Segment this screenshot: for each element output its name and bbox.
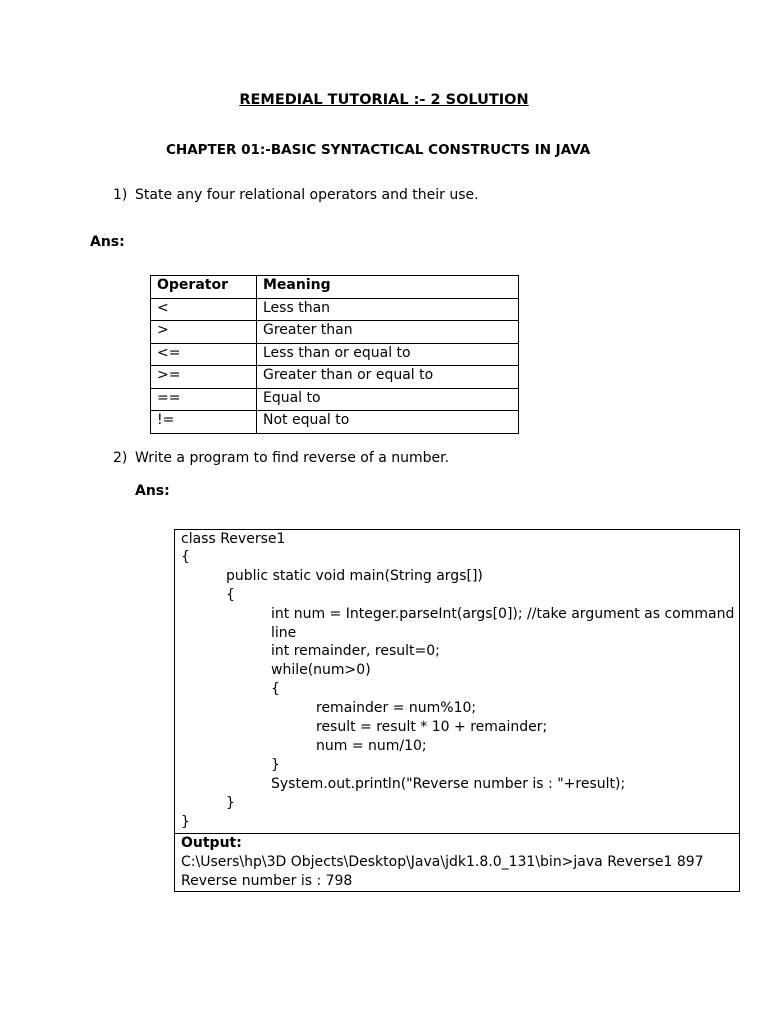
table-header-cell: Meaning: [257, 276, 519, 299]
code-block: [175, 530, 739, 833]
question-text: State any four relational operators and their use.: [135, 187, 479, 203]
code-line: }: [226, 795, 235, 811]
table-row: [151, 321, 519, 344]
code-line: {: [226, 587, 235, 603]
question-1: [113, 187, 479, 203]
answer-label-2: Ans:: [135, 483, 170, 499]
question-2: [113, 450, 449, 466]
table-cell: Equal to: [257, 388, 519, 411]
question-text: Write a program to find reverse of a number.: [135, 450, 450, 466]
table-cell: >=: [151, 366, 257, 389]
table-cell: >: [151, 321, 257, 344]
table-cell: Greater than: [257, 321, 519, 344]
code-line: public static void main(String args[]): [226, 568, 483, 584]
table-row: [151, 298, 519, 321]
table-cell: ==: [151, 388, 257, 411]
code-line: num = num/10;: [316, 738, 427, 754]
table-cell: Not equal to: [257, 411, 519, 434]
table-cell: Less than or equal to: [257, 343, 519, 366]
output-command: C:\Users\hp\3D Objects\Desktop\Java\jdk1.8.0_131\bin>java Reverse1 897: [181, 854, 704, 870]
question-number: 1): [113, 187, 128, 203]
code-line: System.out.println("Reverse number is : "+result);: [271, 776, 626, 792]
table-header-row: [151, 276, 519, 299]
output-result: Reverse number is : 798: [181, 873, 353, 889]
table-cell: <: [151, 298, 257, 321]
code-line: result = result * 10 + remainder;: [316, 719, 548, 735]
code-line: {: [271, 681, 280, 697]
code-line: }: [271, 757, 280, 773]
code-box: [174, 529, 740, 892]
code-line: int num = Integer.parseInt(args[0]); //take argument as command: [271, 606, 735, 622]
table-row: [151, 366, 519, 389]
table-cell: <=: [151, 343, 257, 366]
table-row: [151, 411, 519, 434]
table-cell: !=: [151, 411, 257, 434]
table-header-cell: Operator: [151, 276, 257, 299]
code-line: while(num>0): [271, 662, 371, 678]
table-row: [151, 388, 519, 411]
output-section: [175, 833, 739, 889]
answer-label-1: Ans:: [90, 234, 125, 250]
chapter-heading: CHAPTER 01:-BASIC SYNTACTICAL CONSTRUCTS IN JAVA: [166, 142, 591, 158]
code-line: }: [181, 814, 190, 830]
code-line: line: [271, 625, 297, 641]
code-line: int remainder, result=0;: [271, 643, 440, 659]
operators-table: [150, 275, 519, 434]
table-row: [151, 343, 519, 366]
code-line: remainder = num%10;: [316, 700, 477, 716]
document-title: REMEDIAL TUTORIAL :- 2 SOLUTION: [239, 92, 529, 108]
code-line: {: [181, 549, 190, 565]
table-cell: Greater than or equal to: [257, 366, 519, 389]
output-label: Output:: [181, 835, 242, 851]
table-cell: Less than: [257, 298, 519, 321]
question-number: 2): [113, 450, 128, 466]
code-line: class Reverse1: [181, 531, 286, 547]
